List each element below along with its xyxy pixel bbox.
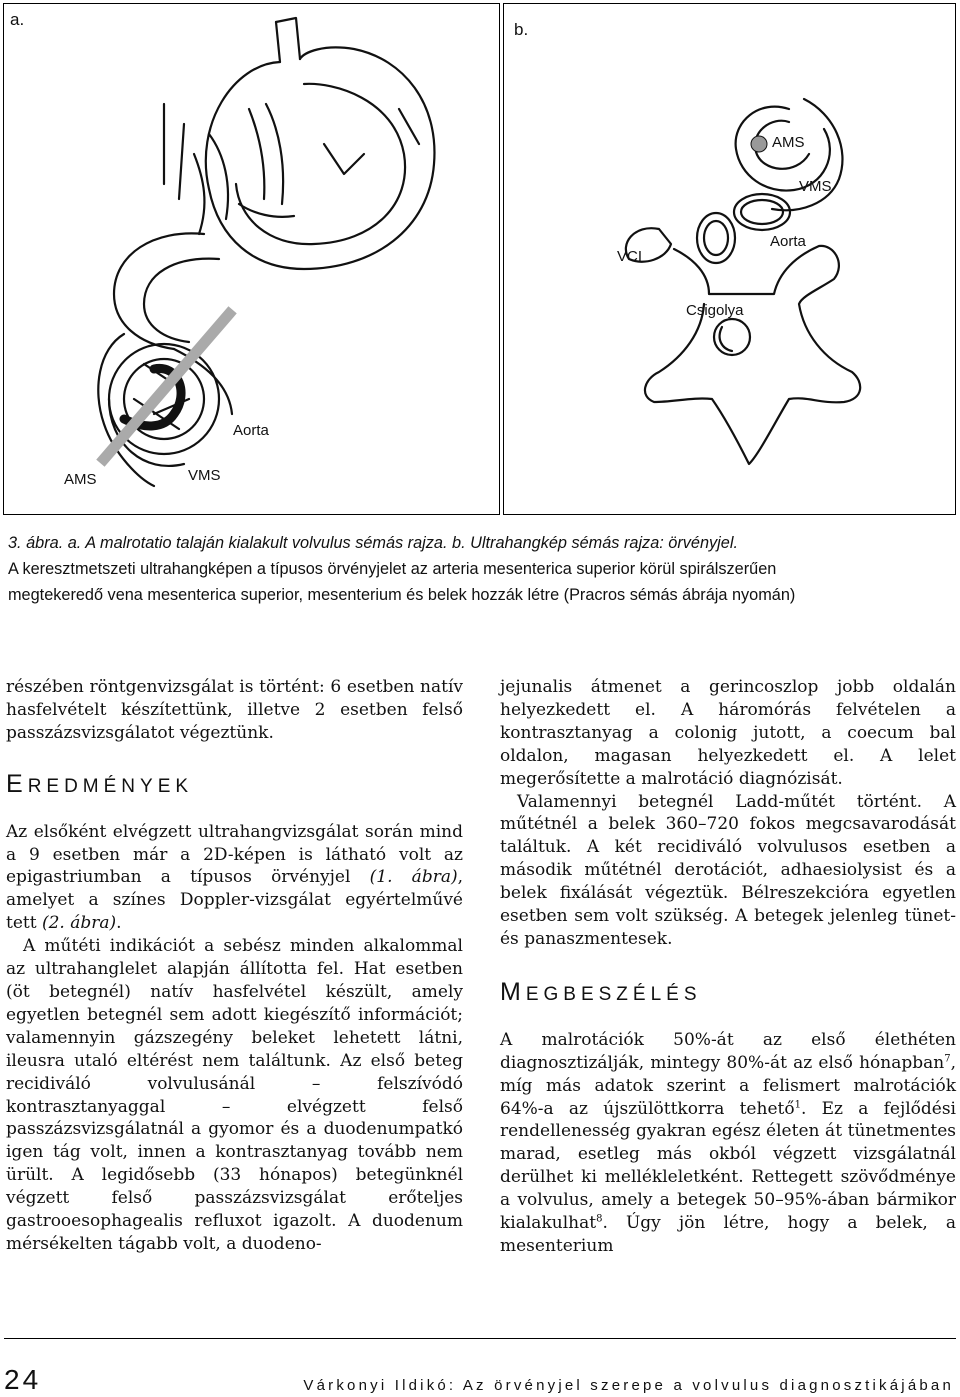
panel-b-label: b. — [514, 20, 529, 39]
caption-line-1: 3. ábra. a. A malrotatio talaján kialakult volvulus sémás rajza. b. Ultrahangkép sémás rajza: örvényjel. — [8, 534, 738, 552]
label-vms-a: VMS — [188, 467, 221, 484]
section-heading-eredmenyek: EREDMÉNYEK — [6, 769, 194, 798]
page-number: 24 — [4, 1364, 42, 1395]
label-vci-b: VCI — [617, 248, 643, 265]
running-title: Várkonyi Ildikó: Az örvényjel szerepe a volvulus diagnosztikájában — [303, 1377, 954, 1394]
right-paragraph-2: Valamennyi betegnél Ladd-műtét történt. A műtétnél a belek 360–720 fokos megcsavarodását találtuk. A két recidiváló volvulusos esetben a második műtétnél derotációt, adhaesiolysist és a belek fixálását végeztük. Bélreszekcióra egyetlen esetben sem volt szükség. A betegek jelenleg tünet- és panaszmentesek. — [500, 791, 956, 949]
label-csigolya-b: Csigolya — [686, 302, 744, 319]
label-aorta-b: Aorta — [770, 233, 806, 250]
label-aorta-a: Aorta — [233, 422, 269, 439]
right-column — [500, 676, 956, 1258]
section-heading-megbeszeles: MEGBESZÉLÉS — [500, 977, 702, 1006]
citation-1: 1 — [794, 1098, 801, 1110]
label-ams-a: AMS — [64, 471, 97, 488]
figure-ref-2: (2. ábra) — [41, 913, 117, 934]
left-paragraph-1: részében röntgenvizsgálat is történt: 6 esetben natív hasfelvételt készítettünk, illetve 2 esetben felső passzázsvizsgálatot végeztünk. — [6, 677, 463, 743]
label-vms-b: VMS — [799, 178, 832, 195]
ultrasound-scheme-drawing — [504, 4, 955, 514]
footer-rule — [4, 1338, 956, 1339]
left-paragraph-3: A műtéti indikációt a sebész minden alkalommal az ultrahanglelet alapján állította fel. Hat esetben (öt betegnél) natív hasfelvétel készült, amely egyetlen betegnél sem adott kiegészítő információt; valamennyin gázszegény beleket lehetett látni, ileusra utaló eltérést nem találtunk. Az első beteg recidiváló volvulusánál – felszívódó kontrasztanyaggal – elvégzett felső passzázsvizsgálatnál a gyomor és a duodenumpatkó igen tág volt, innen a kontrasztanyag tovább nem ürült. A legidősebb (33 hónapos) betegünknél végzett felső passzázsvizsgálat erőteljes gastrooesophagealis refluxot igazolt. A duodenum mérsékelten tágabb volt, a duodeno- — [6, 936, 463, 1254]
caption-line-2: A keresztmetszeti ultrahangképen a típusos örvényjelet az arteria mesenterica superior körül spirálszerűen — [8, 560, 777, 578]
figure-ref-1: (1. ábra) — [369, 867, 458, 888]
figure-caption — [8, 530, 953, 608]
citation-8: 8 — [596, 1213, 603, 1225]
panel-a-label: a. — [10, 10, 25, 29]
right-paragraph-1: jejunalis átmenet a gerincoszlop jobb oldalán helyezkedett el. A háromórás felvételen a kontrasztanyag a colonig jutott, a coecum bal oldalon, magasan helyezkedett el. A lelet megerősítette a malrotáció diagnózisát. — [500, 677, 956, 789]
caption-line-3: megtekeredő vena mesenterica superior, mesenterium és belek hozzák létre (Pracros sémás ábrája nyomán) — [8, 586, 796, 604]
left-paragraph-2: Az elsőként elvégzett ultrahangvizsgálat során mind a 9 esetben már a 2D-képen is látható volt az epigastriumban a típusos örvényjel (1. ábra), amelyet a színes Doppler-vizsgálat egyértelművé tett (2. ábra). — [6, 821, 463, 934]
label-ams-b: AMS — [772, 134, 805, 151]
citation-7: 7 — [944, 1053, 951, 1065]
left-column — [6, 676, 463, 1256]
right-paragraph-3: A malrotációk 50%-át az első élethéten diagnosztizálják, mintegy 80%-át az első hónapban$^7$, míg más adatok szerint a felismert malrotációk 64%-a az újszülöttkorra tehető$^1$. Ez a fejlődési rendellenesség gyakran egész életen át tünetmentes marad, esetleg más okból végzett vizsgálatnál derülhet ki mellékleletként. Rettegett szövődménye a volvulus, amely a betegek 50–95%-ában bármikor kialakulhat$^8$. Úgy jön létre, hogy a belek, a mesenterium — [500, 1029, 956, 1256]
figure-panel-a — [3, 3, 500, 515]
figure-panel-b — [503, 3, 956, 515]
